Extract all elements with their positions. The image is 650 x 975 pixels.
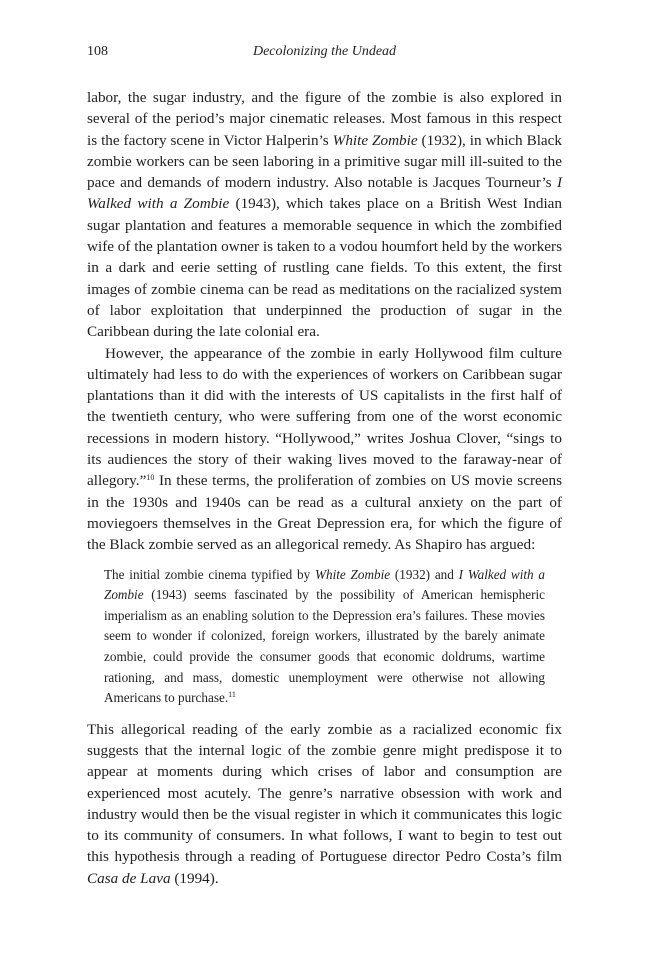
page-number: 108 (87, 44, 108, 59)
text-run: (1932), in which Black zombie workers can be seen laboring in a primitive sugar mill ill-suited to the pace and demands of modern industry. Also notable is Jacques Tourneur’s (87, 131, 562, 192)
italic-title: White Zombie (332, 131, 418, 149)
body-text (87, 87, 562, 889)
footnote-ref: 10 (146, 473, 155, 483)
running-title: Decolonizing the Undead (252, 44, 397, 59)
text-run: (1994). (170, 869, 219, 887)
text-run: labor, the sugar industry, and the figure of the zombie is also explored in several of the period’s major cinematic releases. Most famous in this respect is the factory scene in Victor Halperin’s (87, 89, 562, 149)
paragraph (87, 87, 562, 343)
text-run: This allegorical reading of the early zombie as a racialized economic fix suggests that the internal logic of the zombie genre might predispose it to appear at moments during which crises of labor and consumption are experienced most acutely. The genre’s narrative obsession with work and industry would then be the visual register in which it communicates this logic to its community of consumers. In what follows, I want to begin to test out this hypothesis through a reading of Portuguese director Pedro Costa’s film (87, 720, 562, 866)
text-run: (1943), which takes place on a British West Indian sugar plantation and features a memorable sequence in which the zombified wife of the plantation owner is taken to a vodou houmfort held by the workers in a dark and eerie setting of rustling cane fields. To this extent, the first images of zombie cinema can be read as meditations on the racialized system of labor exploitation that underpinned the production of sugar in the Caribbean during the late colonial era. (87, 195, 563, 341)
paragraph (87, 719, 562, 889)
italic-title: Casa de Lava (87, 869, 171, 887)
italic-title: I Walked with a Zombie (104, 566, 546, 603)
running-header (87, 44, 562, 64)
italic-title: I Walked with a Zombie (87, 174, 562, 213)
text-run: (1932) and (390, 566, 459, 582)
text-run: The initial zombie cinema typified by (104, 566, 316, 582)
footnote-ref: 11 (228, 690, 236, 700)
text-run: In these terms, the proliferation of zombies on US movie screens in the 1930s and 1940s can be read as a cultural anxiety on the part of moviegoers themselves in the Great Depression era, for which the figure of the Black zombie served as an allegorical remedy. As Shapiro has argued: (87, 472, 562, 554)
block-quote (104, 565, 545, 709)
italic-title: White Zombie (315, 566, 391, 582)
text-run: (1943) seems fascinated by the possibility of American hemispheric imperialism as an enabling solution to the Depression era’s failures. These movies seem to wonder if colonized, foreign workers, illustrated by the barely animate zombie, could provide the consumer goods that economic doldrums, wartime rationing, and mass, domestic unemployment were otherwise not allowing Americans to purchase. (104, 587, 545, 706)
text-run: However, the appearance of the zombie in early Hollywood film culture ultimately had less to do with the experiences of workers on Caribbean sugar plantations than it did with the interests of US capitalists in the first half of the twentieth century, who were suffering from one of the worst economic recessions in modern history. “Hollywood,” writes Joshua Clover, “sings to its audiences the story of their waking lives moved to the faraway-near of allegory.” (87, 344, 562, 490)
paragraph (87, 343, 562, 556)
